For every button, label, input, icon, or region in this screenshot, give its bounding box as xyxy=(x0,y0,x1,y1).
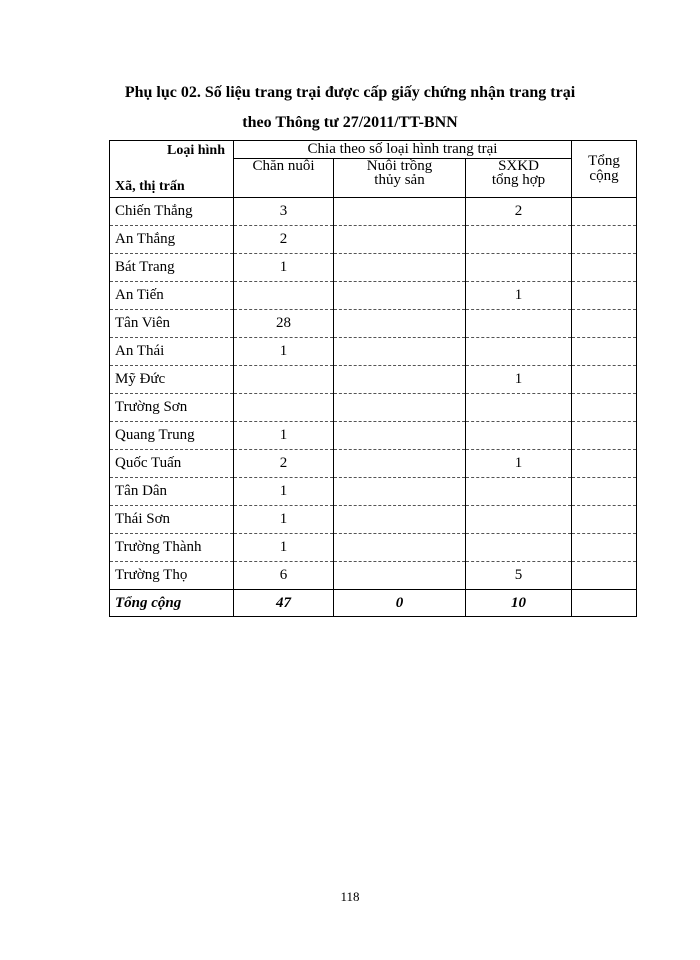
table-row xyxy=(110,534,637,562)
table-row xyxy=(110,506,637,534)
livestock-cell: 1 xyxy=(234,534,334,562)
aquaculture-cell xyxy=(334,226,466,254)
aquaculture-cell xyxy=(334,394,466,422)
livestock-cell xyxy=(234,366,334,394)
total-aquaculture-cell: 0 xyxy=(334,590,466,617)
appendix-title-line-1: Phụ lục 02. Số liệu trang trại được cấp giấy chứng nhận trang trại xyxy=(124,84,576,101)
commune-name: Quang Trung xyxy=(110,422,234,450)
mixed-business-cell: 1 xyxy=(466,282,572,310)
total-cell xyxy=(572,226,637,254)
mixed-business-cell xyxy=(466,422,572,450)
sub-header-livestock: Chăn nuôi xyxy=(234,159,334,198)
commune-name: Tân Dân xyxy=(110,478,234,506)
sub-header-mixed-business: SXKD tổng hợp xyxy=(466,159,572,198)
table-row xyxy=(110,198,637,226)
aquaculture-cell xyxy=(334,534,466,562)
commune-name: An Thái xyxy=(110,338,234,366)
table-row xyxy=(110,310,637,338)
livestock-cell: 1 xyxy=(234,338,334,366)
livestock-cell: 1 xyxy=(234,254,334,282)
appendix-title-line-2: theo Thông tư 27/2011/TT-BNN xyxy=(242,114,458,131)
total-cell xyxy=(572,422,637,450)
sub-header-aquaculture: Nuôi trồng thủy sản xyxy=(334,159,466,198)
mixed-business-cell: 2 xyxy=(466,198,572,226)
mixed-business-cell xyxy=(466,254,572,282)
total-cell xyxy=(572,366,637,394)
table-row xyxy=(110,562,637,590)
table-row xyxy=(110,394,637,422)
total-row xyxy=(110,590,637,617)
table-row xyxy=(110,478,637,506)
livestock-cell: 28 xyxy=(234,310,334,338)
livestock-cell: 3 xyxy=(234,198,334,226)
corner-header-commune: Xã, thị trấn xyxy=(115,179,185,194)
page-number: 118 xyxy=(340,889,360,904)
commune-name: Quốc Tuấn xyxy=(110,450,234,478)
livestock-cell: 1 xyxy=(234,506,334,534)
total-livestock-cell: 47 xyxy=(234,590,334,617)
total-cell xyxy=(572,338,637,366)
livestock-cell: 6 xyxy=(234,562,334,590)
total-column-header: Tổng cộng xyxy=(572,141,637,198)
group-header: Chia theo số loại hình trang trại xyxy=(234,141,572,159)
commune-name: Trường Sơn xyxy=(110,394,234,422)
total-cell xyxy=(572,534,637,562)
livestock-cell: 2 xyxy=(234,226,334,254)
mixed-business-cell: 1 xyxy=(466,366,572,394)
total-cell xyxy=(572,198,637,226)
total-cell xyxy=(572,562,637,590)
commune-name: Trường Thọ xyxy=(110,562,234,590)
table-row xyxy=(110,422,637,450)
table-row xyxy=(110,366,637,394)
commune-name: Trường Thành xyxy=(110,534,234,562)
livestock-cell xyxy=(234,394,334,422)
total-total-cell xyxy=(572,590,637,617)
aquaculture-cell xyxy=(334,422,466,450)
table-row xyxy=(110,450,637,478)
aquaculture-cell xyxy=(334,506,466,534)
corner-header-cell xyxy=(110,141,234,198)
mixed-business-cell xyxy=(466,338,572,366)
total-cell xyxy=(572,254,637,282)
table-row xyxy=(110,282,637,310)
total-cell xyxy=(572,450,637,478)
commune-name: Thái Sơn xyxy=(110,506,234,534)
aquaculture-cell xyxy=(334,338,466,366)
mixed-business-cell: 1 xyxy=(466,450,572,478)
mixed-business-cell: 5 xyxy=(466,562,572,590)
table-row xyxy=(110,254,637,282)
table-row xyxy=(110,226,637,254)
farm-certificate-table xyxy=(109,140,637,617)
mixed-business-cell xyxy=(466,226,572,254)
mixed-business-cell xyxy=(466,310,572,338)
commune-name: An Tiến xyxy=(110,282,234,310)
mixed-business-cell xyxy=(466,394,572,422)
commune-name: An Thắng xyxy=(110,226,234,254)
total-cell xyxy=(572,394,637,422)
livestock-cell: 2 xyxy=(234,450,334,478)
total-row-label: Tổng cộng xyxy=(110,590,234,617)
total-mixed-business-cell: 10 xyxy=(466,590,572,617)
aquaculture-cell xyxy=(334,254,466,282)
table-row xyxy=(110,338,637,366)
aquaculture-cell xyxy=(334,310,466,338)
aquaculture-cell xyxy=(334,366,466,394)
commune-name: Mỹ Đức xyxy=(110,366,234,394)
commune-name: Bát Trang xyxy=(110,254,234,282)
aquaculture-cell xyxy=(334,562,466,590)
mixed-business-cell xyxy=(466,534,572,562)
mixed-business-cell xyxy=(466,478,572,506)
total-cell xyxy=(572,282,637,310)
livestock-cell xyxy=(234,282,334,310)
livestock-cell: 1 xyxy=(234,478,334,506)
aquaculture-cell xyxy=(334,478,466,506)
total-cell xyxy=(572,506,637,534)
aquaculture-cell xyxy=(334,450,466,478)
aquaculture-cell xyxy=(334,198,466,226)
mixed-business-cell xyxy=(466,506,572,534)
commune-name: Chiến Thắng xyxy=(110,198,234,226)
corner-header-type: Loại hình xyxy=(167,143,225,158)
total-cell xyxy=(572,478,637,506)
total-cell xyxy=(572,310,637,338)
livestock-cell: 1 xyxy=(234,422,334,450)
header-row xyxy=(110,141,637,159)
commune-name: Tân Viên xyxy=(110,310,234,338)
aquaculture-cell xyxy=(334,282,466,310)
